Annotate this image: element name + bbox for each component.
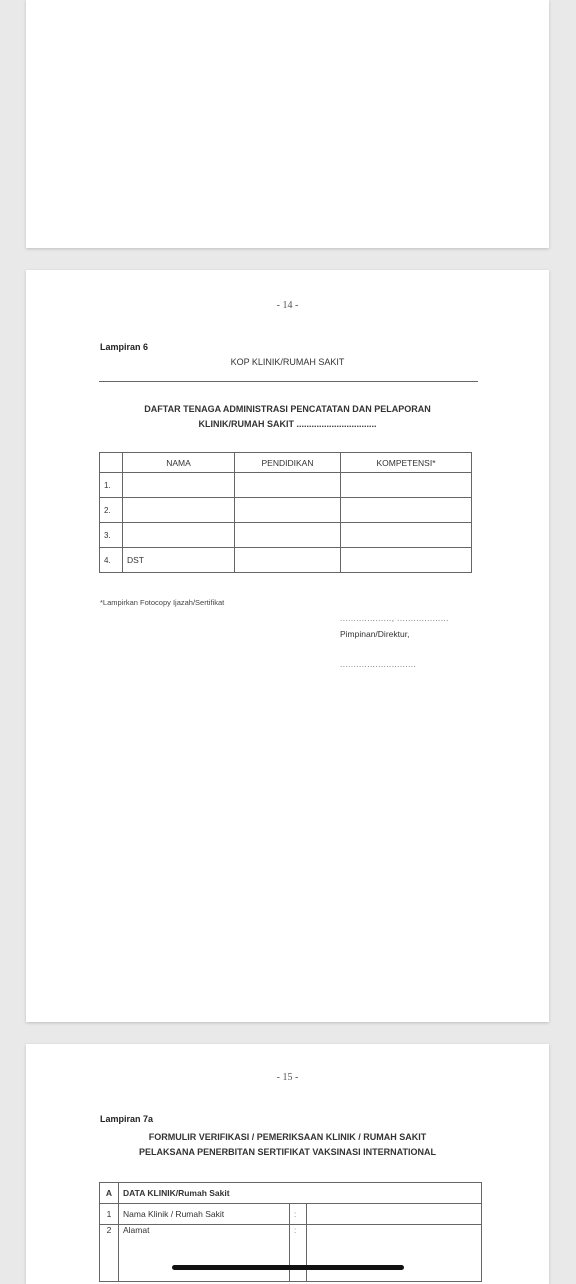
row-number: 3. — [100, 523, 123, 548]
cell-pendidikan — [235, 548, 341, 573]
page-number: - 14 - — [276, 300, 299, 311]
page-number: - 15 - — [276, 1072, 299, 1083]
lampiran-label: Lampiran 7a — [100, 1114, 154, 1124]
table-row — [100, 548, 472, 573]
row-label: Alamat — [119, 1225, 290, 1282]
row-number: 1. — [100, 473, 123, 498]
row-number: 1 — [100, 1204, 119, 1225]
staff-table — [99, 452, 472, 573]
cell-nama — [123, 498, 235, 523]
cell-kompetensi — [341, 473, 472, 498]
cell-nama — [123, 473, 235, 498]
cell-kompetensi — [341, 523, 472, 548]
kop-heading: KOP KLINIK/RUMAH SAKIT — [230, 357, 345, 367]
row-value — [307, 1204, 482, 1225]
kop-divider — [99, 381, 478, 382]
cell-pendidikan — [235, 498, 341, 523]
table-row — [100, 473, 472, 498]
header-nama: NAMA — [123, 453, 235, 473]
title-line-2: KLINIK/RUMAH SAKIT ................................ — [198, 419, 377, 429]
footnote: *Lampirkan Fotocopy Ijazah/Sertifikat — [100, 598, 225, 607]
row-colon: : — [290, 1204, 307, 1225]
document-title — [26, 1130, 549, 1160]
lampiran-label: Lampiran 6 — [100, 342, 149, 352]
table-row — [100, 1225, 482, 1282]
document-title — [26, 402, 549, 432]
table-header-row — [100, 453, 472, 473]
header-pendidikan: PENDIDIKAN — [235, 453, 341, 473]
cell-pendidikan — [235, 473, 341, 498]
home-indicator[interactable] — [172, 1265, 404, 1270]
cell-nama — [123, 523, 235, 548]
row-number: 4. — [100, 548, 123, 573]
title-line-1: DAFTAR TENAGA ADMINISTRASI PENCATATAN DAN PELAPORAN — [144, 404, 431, 414]
row-label: Nama Klinik / Rumah Sakit — [119, 1204, 290, 1225]
table-row — [100, 523, 472, 548]
row-value — [307, 1225, 482, 1282]
row-colon: : — [290, 1225, 307, 1282]
header-no — [100, 453, 123, 473]
document-page-13 — [26, 0, 549, 248]
table-row — [100, 1204, 482, 1225]
place-date-line: ..................., ................... — [340, 614, 449, 623]
row-number: 2. — [100, 498, 123, 523]
table-row — [100, 498, 472, 523]
cell-kompetensi — [341, 498, 472, 523]
document-page-14 — [26, 270, 549, 1022]
header-kompetensi: KOMPETENSI* — [341, 453, 472, 473]
document-page-15 — [26, 1044, 549, 1284]
row-number: 2 — [100, 1225, 119, 1282]
section-title: DATA KLINIK/Rumah Sakit — [119, 1183, 482, 1204]
cell-nama: DST — [123, 548, 235, 573]
signatory-name-line: ............................ — [340, 660, 417, 669]
title-line-2: PELAKSANA PENERBITAN SERTIFIKAT VAKSINASI INTERNATIONAL — [138, 1147, 436, 1157]
section-letter: A — [100, 1183, 119, 1204]
section-header-row — [100, 1183, 482, 1204]
cell-pendidikan — [235, 523, 341, 548]
title-line-1: FORMULIR VERIFIKASI / PEMERIKSAAN KLINIK / RUMAH SAKIT — [148, 1132, 427, 1142]
signatory-label: Pimpinan/Direktur, — [340, 629, 410, 639]
cell-kompetensi — [341, 548, 472, 573]
